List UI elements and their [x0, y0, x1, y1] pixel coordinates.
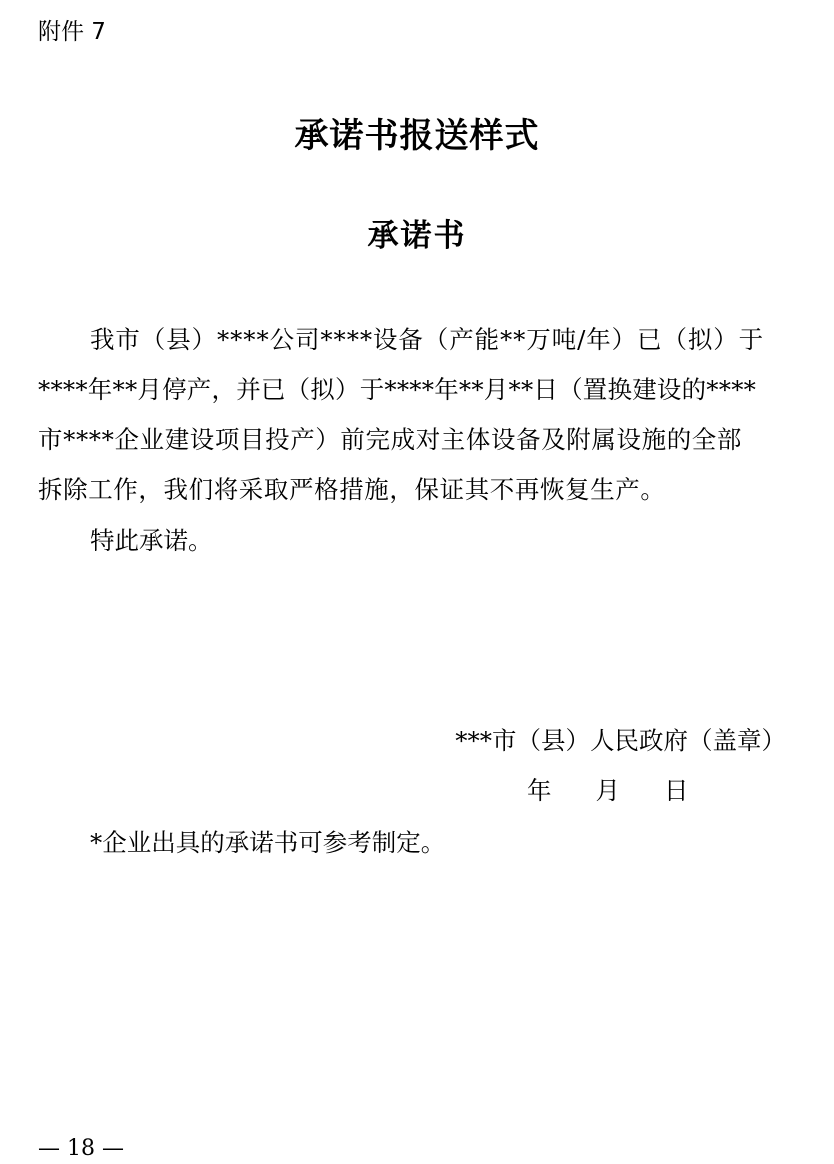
date-line [527, 766, 689, 816]
body-line: 我市（县）****公司****设备（产能**万吨/年）已（拟）于 [90, 325, 765, 354]
document-subtitle: 承诺书 [367, 218, 467, 254]
date-day: 日 [664, 776, 689, 805]
signer-line: ***市（县）人民政府（盖章） [455, 726, 786, 755]
footnote: *企业出具的承诺书可参考制定。 [90, 828, 446, 857]
page-number: — 18 — [38, 1136, 124, 1161]
body-line: ****年**月停产，并已（拟）于****年**月**日（置换建设的**** [38, 375, 757, 404]
date-month: 月 [595, 776, 620, 805]
body-line: 拆除工作，我们将采取严格措施，保证其不再恢复生产。 [38, 475, 666, 504]
body-line: 市****企业建设项目投产）前完成对主体设备及附属设施的全部 [38, 425, 742, 454]
pledge-body [38, 315, 790, 515]
closing-statement: 特此承诺。 [90, 526, 213, 555]
document-title: 承诺书报送样式 [294, 116, 540, 156]
date-year: 年 [527, 776, 552, 805]
attachment-label: 附件 7 [38, 19, 106, 45]
